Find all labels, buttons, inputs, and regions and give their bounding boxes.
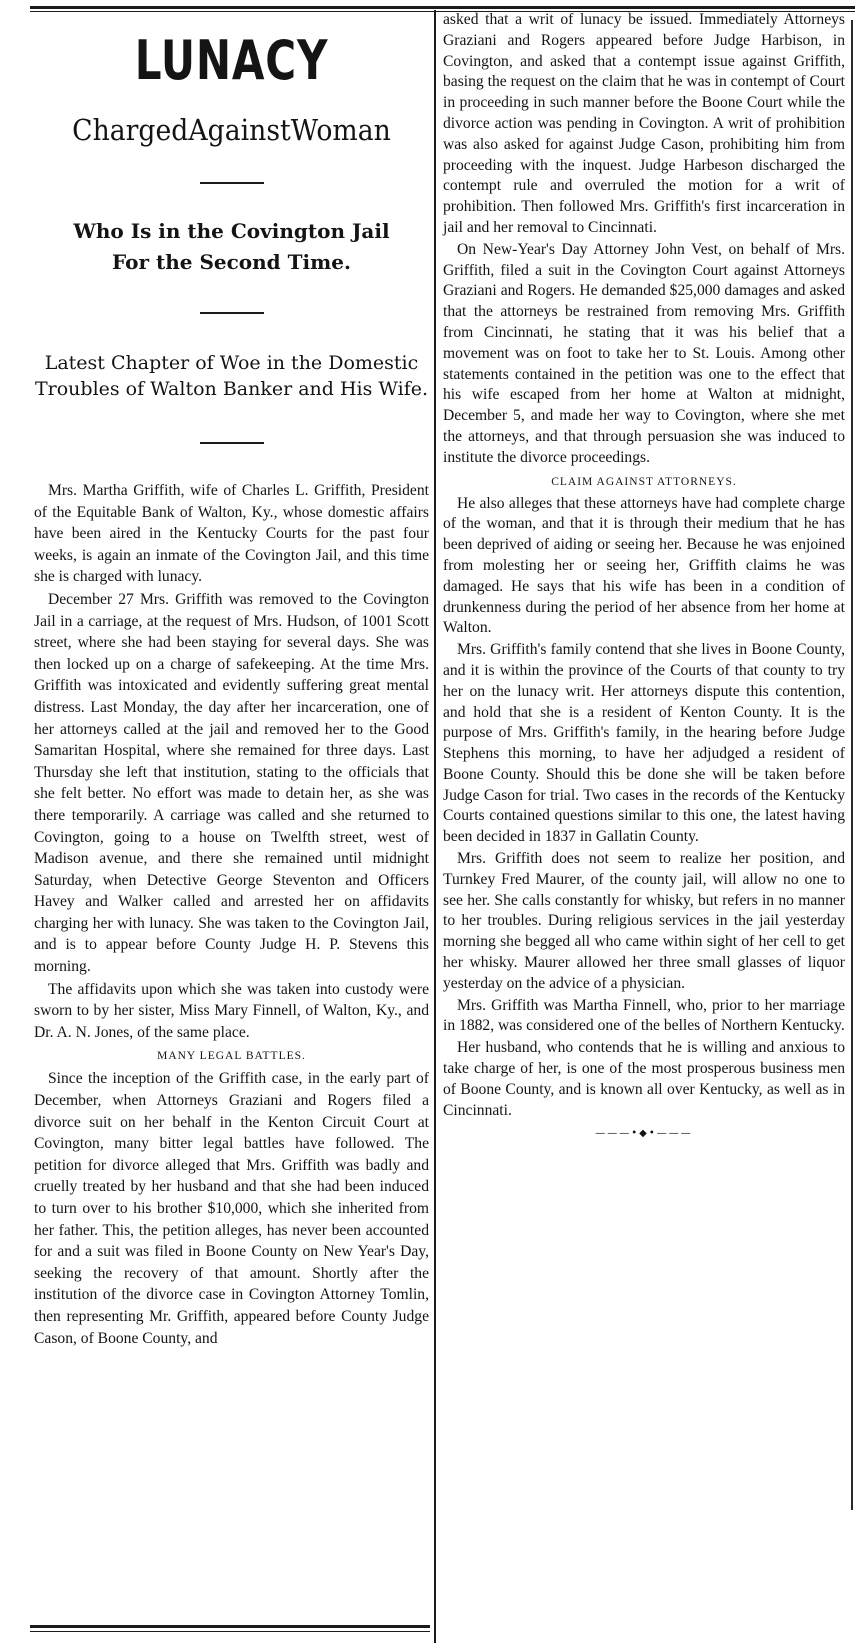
separator-rule [200, 182, 264, 184]
paragraph: On New-Year's Day Attorney John Vest, on behalf of Mrs. Griffith, filed a suit in the Covington Court against Attorneys Graziani and Rogers. He demanded $25,000 damages and asked that the attorneys be restrained from removing Mrs. Griffith from Cincinnati, he stating that it was his belief that a movement was on foot to take her to St. Louis. Among other statements contained in the petition was one to the effect that his wife escaped from her home at Walton at midnight, December 5, and made her way to Covington, where she met the attorneys, and that through persuasion she was induced to institute the divorce proceedings. [443, 240, 845, 466]
end-ornament: ———•◆•——— [595, 1128, 693, 1140]
bottom-rule-thin [30, 1631, 430, 1632]
left-column [34, 10, 429, 1349]
right-column [443, 10, 845, 1139]
headline: LUNACY [134, 29, 329, 92]
bottom-rule [30, 1625, 430, 1628]
section-heading: MANY LEGAL BATTLES. [157, 1050, 306, 1063]
separator-rule [200, 442, 264, 444]
paragraph: asked that a writ of lunacy be issued. Immediately Attorneys Graziani and Rogers appeared before Judge Harbison, in Covington, and asked that a contempt issue against Griffith, basing the request on the claim that he was in contempt of Court in proceeding in such manner before the Boone Court while the divorce action was pending in Covington. A writ of prohibition was also asked for against Judge Cason, prohibiting him from proceeding with the inquest. Judge Harbeson discharged the contempt rule and overruled the motion for a writ of prohibition. Then followed Mrs. Griffith's first incarceration in jail and her removal to Cincinnati. [443, 11, 845, 236]
subheadline-2-line-1: Who Is in the Covington Jail [73, 219, 390, 243]
paragraph: December 27 Mrs. Griffith was removed to the Covington Jail in a carriage, at the request of Mrs. Hudson, of 1001 Scott street, where she had been staying for several days. She was then locked up on a charge of safekeeping. At the time Mrs. Griffith was intoxicated and evidently suffering great mental distress. Last Monday, the day after her incarceration, one of her attorneys called at the jail and removed her to the Good Samaritan Hospital, where she remained for three days. Last Thursday she left that institution, stating to the officials that she felt better. No effort was made to detain her, as she was there temporarily. A carriage was called and she returned to Covington, going to a house on Twelfth street, west of Madison avenue, and there she remained until midnight Saturday, when Detective George Steventon and Officers Havey and Walker called and arrested her on affidavits charging her with lunacy. She was taken to the Covington Jail, and is to appear before County Judge H. P. Stevens this morning. [34, 590, 429, 976]
section-heading: CLAIM AGAINST ATTORNEYS. [551, 475, 737, 488]
paragraph: Mrs. Griffith's family contend that she lives in Boone County, and it is within the province of the Courts of that county to try her on the lunacy writ. Her attorneys dispute this contention, and hold that she is a resident of Kenton County. It is the purpose of Mrs. Griffith's family, in the hearing before Judge Stephens this morning, to have her adjudged a resident of Boone County. Should this be done she will be taken before Judge Cason for trial. Two cases in the records of the Kentucky Courts contained questions similar to this one, the latest having been decided in 1837 in Gallatin County. [443, 641, 845, 846]
column-divider [434, 10, 436, 1643]
paragraph: He also alleges that these attorneys have had complete charge of the woman, and that it is through their medium that he has been deprived of aiding or seeing her. Because he was enjoined from molesting her or seeing her, Griffith claims he was damaged. He says that his wife has been in a condition of drunkenness during the period of her absence from her home at Walton. [443, 494, 845, 637]
subheadline-2-line-2: For the Second Time. [112, 250, 351, 274]
paragraph: Since the inception of the Griffith case, in the early part of December, when Attorneys Graziani and Rogers filed a divorce suit on her behalf in the Kenton Circuit Court at Covington, many bitter legal battles have followed. The petition for divorce alleged that Mrs. Griffith was badly and cruelly treated by her husband and that she had been induced to turn over to his brother $10,000, which she inherited from her father. This, the petition alleges, has never been accounted for and a suit was filed in Boone County on New Year's Day, seeking the recovery of that amount. Shortly after the institution of the divorce case in Covington Attorney Tomlin, then representing Mr. Griffith, appeared before County Judge Cason, of Boone County, and [34, 1070, 429, 1347]
article-body-left [34, 480, 429, 1349]
paragraph: Mrs. Griffith was Martha Finnell, who, prior to her marriage in 1882, was considered one of the belles of Northern Kentucky. [443, 996, 845, 1035]
right-edge-rule [851, 20, 853, 1510]
subheadline-2 [34, 216, 429, 278]
paragraph: Her husband, who contends that he is willing and anxious to take charge of her, is one of the most prosperous business men of Boone County, and is known all over Kentucky, as well as in Cincinnati. [443, 1039, 845, 1119]
top-rule [30, 6, 855, 9]
subheadline-3: Latest Chapter of Woe in the Domestic Troubles of Walton Banker and His Wife. [34, 352, 429, 400]
paragraph: Mrs. Martha Griffith, wife of Charles L. Griffith, President of the Equitable Bank of Walton, Ky., whose domestic affairs have been aired in the Kentucky Courts for the past four weeks, is again an inmate of the Covington Jail, and this time she is charged with lunacy. [34, 482, 429, 586]
separator-rule [200, 312, 264, 314]
paragraph: Mrs. Griffith does not seem to realize her position, and Turnkey Fred Maurer, of the county jail, will allow no one to see her. She calls constantly for whisky, but refers in no manner to her troubles. During religious services in the jail yesterday morning she begged all who came within sight of her cell to get her whisky. Maurer allowed her three small glasses of liquor yesterday on the advice of a physician. [443, 850, 845, 992]
paragraph: The affidavits upon which she was taken into custody were sworn to by her sister, Miss Mary Finnell, of Walton, Ky., and Dr. A. N. Jones, of the same place. [34, 980, 429, 1041]
subheadline-1: ChargedAgainstWoman [72, 113, 391, 147]
